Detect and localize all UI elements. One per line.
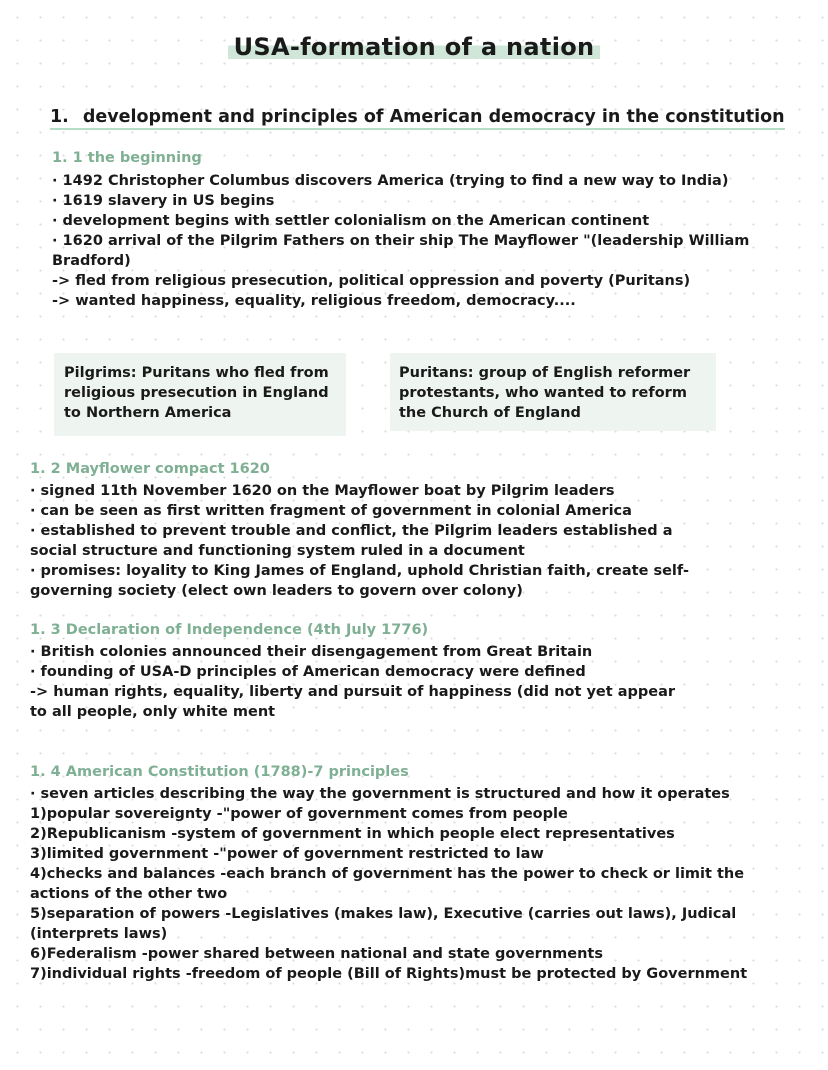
list-item: · seven articles describing the way the government is structured and how it operates [30,786,730,802]
list-item: -> wanted happiness, equality, religious freedom, democracy.... [52,293,576,309]
list-item: 2)Republicanism -system of government in which people elect representatives [30,826,675,842]
list-item: 1)popular sovereignty -"power of government comes from people [30,806,568,822]
constitution-principles-list [30,784,795,984]
subsection-heading-constitution: 1. 4 American Constitution (1788)-7 principles [30,764,409,780]
list-item: 6)Federalism -power shared between national and state governments [30,946,603,962]
definition-box-puritans: Puritans: group of English reformer protestants, who wanted to reform the Church of England [390,353,716,431]
subsection-heading-mayflower-compact: 1. 2 Mayflower compact 1620 [30,461,270,477]
list-item: 3)limited government -"power of government restricted to law [30,846,544,862]
list-item: · promises: loyality to King James of England, uphold Christian faith, create self-governing society (elect own leaders to govern over colony) [30,563,689,599]
list-item: · signed 11th November 1620 on the Mayflower boat by Pilgrim leaders [30,483,615,499]
list-item: -> fled from religious presecution, political oppression and poverty (Puritans) [52,273,691,289]
list-item: 5)separation of powers -Legislatives (makes law), Executive (carries out laws), Judical (interprets laws) [30,906,737,942]
list-item: 4)checks and balances -each branch of government has the power to check or limit the actions of the other two [30,866,745,902]
declaration-list [30,642,695,722]
mayflower-compact-list [30,481,720,601]
list-item: · development begins with settler colonialism on the American continent [52,213,650,229]
page-title: USA-formation of a nation [0,33,828,61]
beginning-list [52,171,757,311]
subsection-heading-beginning: 1. 1 the beginning [52,150,202,166]
section-number: 1. [50,107,69,127]
section-heading [50,107,785,130]
list-item: · founding of USA-D principles of American democracy were defined [30,664,586,680]
section-title: development and principles of American democracy in the constitution [82,107,785,127]
list-item: -> human rights, equality, liberty and pursuit of happiness (did not yet appear to all people, only white ment [30,684,676,720]
list-item: 7)individual rights -freedom of people (Bill of Rights)must be protected by Government [30,966,748,982]
subsection-heading-declaration: 1. 3 Declaration of Independence (4th July 1776) [30,622,429,638]
list-item: · 1492 Christopher Columbus discovers America (trying to find a new way to India) [52,173,729,189]
list-item: · 1620 arrival of the Pilgrim Fathers on their ship The Mayflower "(leadership William Bradford) [52,233,750,269]
list-item: · established to prevent trouble and conflict, the Pilgrim leaders established a social structure and functioning system ruled in a document [30,523,673,559]
list-item: · British colonies announced their disengagement from Great Britain [30,644,593,660]
definition-box-pilgrims: Pilgrims: Puritans who fled from religious presecution in England to Northern America [54,353,346,436]
list-item: · 1619 slavery in US begins [52,193,275,209]
list-item: · can be seen as first written fragment of government in colonial America [30,503,632,519]
